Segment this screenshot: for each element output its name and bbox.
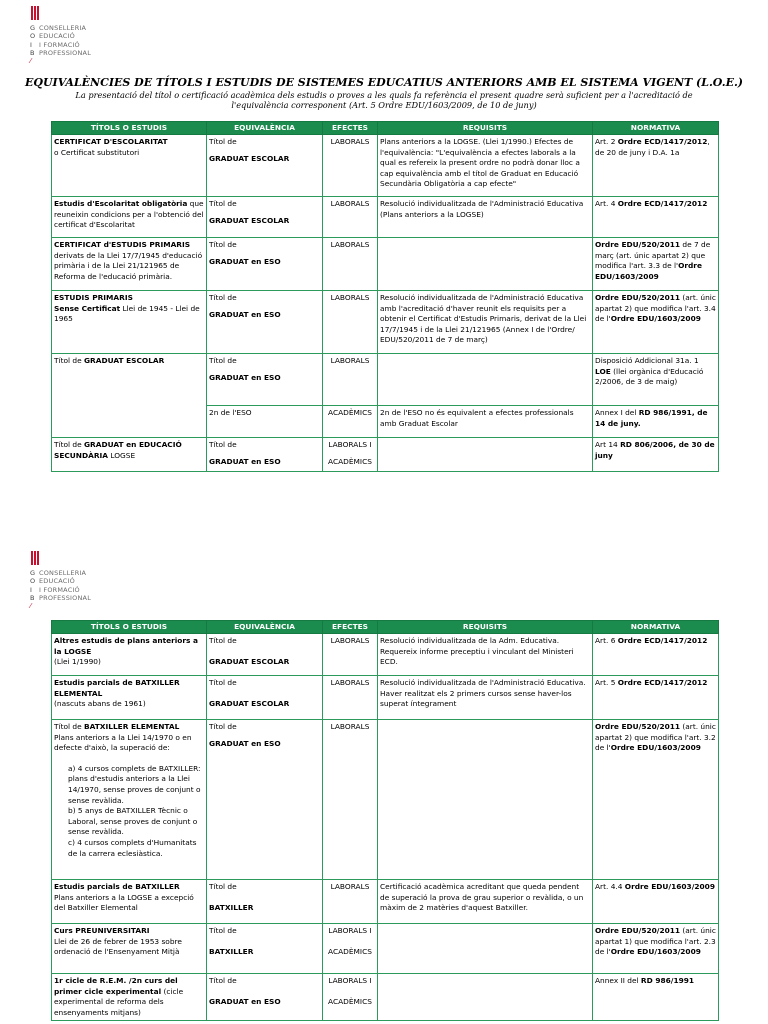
cell-normativa: Art. 5 Ordre ECD/1417/2012	[593, 676, 719, 720]
cell-normativa: Annex II del RD 986/1991	[593, 974, 719, 1021]
cell-titol: Curs PREUNIVERSITARI Llei de 26 de febrer de 1953 sobre ordenació de l'Ensenyament Mitjà	[52, 924, 207, 974]
cell-requisits: Resolució individualitzada de l'Administració Educativa. Haver realitzat els 2 primers cursos sense haver-los superat íntegrament	[378, 676, 593, 720]
equivalences-table-page-2	[51, 620, 719, 1021]
table-row	[52, 438, 719, 472]
table-row	[52, 197, 719, 238]
cell-requisits	[378, 438, 593, 472]
cell-normativa: Disposició Addicional 31a. 1 LOE (llei orgànica d'Educació 2/2006, de 3 de maig)	[593, 354, 719, 406]
cell-titol: Estudis d'Escolaritat obligatòria que reuneixin condicions per a l'obtenció del certificat d'Escolaritat	[52, 197, 207, 238]
list-item: c) 4 cursos complets d'Humanitats de la carrera eclesiàstica.	[68, 837, 197, 858]
cell-efectes: LABORALS I ACADÈMICS	[323, 438, 378, 472]
page-title: EQUIVALÈNCIES DE TÍTOLS I ESTUDIS DE SISTEMES EDUCATIUS ANTERIORS AMB EL SISTEMA VIGENT (L.O.E.)	[25, 76, 743, 89]
cell-equivalencia: Títol de GRADUAT ESCOLAR	[207, 676, 323, 720]
cell-titol: CERTIFICAT D'ESCOLARITAT o Certificat substitutori	[52, 135, 207, 197]
cell-titol: Estudis parcials de BATXILLER ELEMENTAL (nascuts abans de 1961)	[52, 676, 207, 720]
cell-equivalencia: Títol de BATXILLER	[207, 924, 323, 974]
table-row	[52, 924, 719, 974]
table-row	[52, 880, 719, 924]
cell-normativa: Art. 6 Ordre ECD/1417/2012	[593, 634, 719, 676]
crest-icon	[31, 6, 41, 20]
table-row	[52, 634, 719, 676]
slash-mark-icon: ⁄	[30, 601, 32, 610]
cell-efectes: LABORALS	[323, 880, 378, 924]
table-row	[52, 238, 719, 291]
list-item: a) 4 cursos complets de BATXILLER: plans d'estudis anteriors a la Llei 14/1970, sense proves de conjunt o sense revàlida.	[68, 763, 201, 805]
cell-equivalencia: Títol de GRADUAT en ESO	[207, 291, 323, 354]
column-header: EQUIVALÈNCIA	[207, 122, 323, 135]
cell-equivalencia: Títol de GRADUAT en ESO	[207, 974, 323, 1021]
org-header: G CONSELLERIA O EDUCACIÓ I I FORMACIÓ B PROFESSIONAL ⁄	[30, 6, 91, 65]
cell-efectes: LABORALS	[323, 634, 378, 676]
crest-icon	[31, 551, 41, 565]
table-row	[52, 354, 719, 406]
cell-requisits: 2n de l'ESO no és equivalent a efectes professionals amb Graduat Escolar	[378, 406, 593, 438]
cell-normativa: Annex I del RD 986/1991, de 14 de juny.	[593, 406, 719, 438]
slash-mark-icon: ⁄	[30, 56, 32, 65]
cell-efectes: LABORALS	[323, 197, 378, 238]
cell-equivalencia: 2n de l'ESO	[207, 406, 323, 438]
column-header: TÍTOLS O ESTUDIS	[52, 122, 207, 135]
cell-titol: Estudis parcials de BATXILLER Plans anteriors a la LOGSE a excepció del Batxiller Elemental	[52, 880, 207, 924]
column-header: EFECTES	[323, 621, 378, 634]
cell-equivalencia: Títol de GRADUAT en ESO	[207, 354, 323, 406]
cell-titol: Títol de GRADUAT ESCOLAR	[52, 354, 207, 438]
column-header: EFECTES	[323, 122, 378, 135]
cell-normativa: Art 14 RD 806/2006, de 30 de juny	[593, 438, 719, 472]
cell-titol: Títol de BATXILLER ELEMENTAL Plans anteriors a la Llei 14/1970 o en defecte d'això, la superació de: a) 4 cursos complets de BATXILLER: plans d'estudis anteriors a la Llei 14/1970, sense proves de conjunt o sense revàlida. b) 5 anys de BATXILLER Tècnic o Laboral, sense proves de conjunt o sense revàlida. c) 4 cursos complets d'Humanitats de la carrera eclesiàstica.	[52, 720, 207, 880]
cell-efectes: LABORALS	[323, 676, 378, 720]
column-header: NORMATIVA	[593, 621, 719, 634]
cell-equivalencia: Títol de GRADUAT en ESO	[207, 720, 323, 880]
cell-efectes: LABORALS I ACADÈMICS	[323, 974, 378, 1021]
column-header: TÍTOLS O ESTUDIS	[52, 621, 207, 634]
cell-requisits	[378, 974, 593, 1021]
cell-titol: CERTIFICAT d'ESTUDIS PRIMARIS derivats de la Llei 17/7/1945 d'educació primària i de la Llei 21/121965 de Reforma de l'educació primària.	[52, 238, 207, 291]
cell-efectes: LABORALS	[323, 135, 378, 197]
cell-equivalencia: Títol de GRADUAT ESCOLAR	[207, 634, 323, 676]
page-subtitle: La presentació del títol o certificació acadèmica dels estudis o proves a les quals fa referència el present quadre serà suficient per a l'acreditació de l'equivalència corresponent (Art. 5 Ordre EDU/1603/2009, de 10 de juny)	[75, 90, 693, 110]
cell-requisits: Resolució individualitzada de l'Administració Educativa amb l'acreditació d'haver reunit els requisits per a obtenir el Certificat d'Estudis Primaris, derivat de la Llei 17/7/1945 i de la Llei 21/121965 (Annex I de l'Ordre/ EDU/520/2011 de 7 de març)	[378, 291, 593, 354]
cell-efectes: LABORALS	[323, 238, 378, 291]
cell-requisits: Certificació acadèmica acreditant que queda pendent de superació la prova de grau superior o revàlida, o un màxim de 2 matèries d'aquest Batxiller.	[378, 880, 593, 924]
cell-efectes: LABORALS	[323, 291, 378, 354]
table-header-row	[52, 122, 719, 135]
cell-equivalencia: Títol de GRADUAT ESCOLAR	[207, 197, 323, 238]
cell-equivalencia: Títol de GRADUAT en ESO	[207, 438, 323, 472]
cell-equivalencia: Títol de GRADUAT ESCOLAR	[207, 135, 323, 197]
cell-equivalencia: Títol de BATXILLER	[207, 880, 323, 924]
cell-normativa: Art. 2 Ordre ECD/1417/2012, de 20 de juny i D.A. 1a	[593, 135, 719, 197]
org-header-page-2: G CONSELLERIA O EDUCACIÓ I I FORMACIÓ B PROFESSIONAL ⁄	[30, 551, 91, 610]
cell-titol: ESTUDIS PRIMARIS Sense Certificat Llei de 1945 - Llei de 1965	[52, 291, 207, 354]
cell-titol: Altres estudis de plans anteriors a la LOGSE (Llei 1/1990)	[52, 634, 207, 676]
cell-normativa: Ordre EDU/520/2011 (art. únic apartat 2) que modifica l'art. 3.4 de l'Ordre EDU/1603/2009	[593, 291, 719, 354]
cell-titol: Títol de GRADUAT en EDUCACIÓ SECUNDÀRIA LOGSE	[52, 438, 207, 472]
table-row	[52, 720, 719, 880]
column-header: REQUISITS	[378, 621, 593, 634]
column-header: NORMATIVA	[593, 122, 719, 135]
cell-requisits	[378, 720, 593, 880]
cell-equivalencia: Títol de GRADUAT en ESO	[207, 238, 323, 291]
cell-requisits: Resolució individualitzada de l'Administració Educativa (Plans anteriors a la LOGSE)	[378, 197, 593, 238]
cell-efectes: LABORALS	[323, 720, 378, 880]
column-header: REQUISITS	[378, 122, 593, 135]
cell-requisits: Resolució individualitzada de la Adm. Educativa. Requereix informe preceptiu i vinculant del Ministeri ECD.	[378, 634, 593, 676]
cell-normativa: Ordre EDU/520/2011 (art. únic apartat 2) que modifica l'art. 3.2 de l'Ordre EDU/1603/2009	[593, 720, 719, 880]
cell-normativa: Ordre EDU/520/2011 (art. únic apartat 1) que modifica l'art. 2.3 de l'Ordre EDU/1603/2009	[593, 924, 719, 974]
equivalences-table-page-1	[51, 121, 719, 472]
cell-titol: 1r cicle de R.E.M. /2n curs del primer cicle experimental (cicle experimental de reforma dels ensenyaments mitjans)	[52, 974, 207, 1021]
cell-efectes: LABORALS I ACADÈMICS	[323, 924, 378, 974]
column-header: EQUIVALÈNCIA	[207, 621, 323, 634]
cell-efectes: LABORALS	[323, 354, 378, 406]
table-row	[52, 135, 719, 197]
table-row	[52, 676, 719, 720]
table-row	[52, 291, 719, 354]
list-item: b) 5 anys de BATXILLER Tècnic o Laboral, sense proves de conjunt o sense revàlida.	[68, 806, 198, 837]
cell-efectes: ACADÈMICS	[323, 406, 378, 438]
cell-normativa: Art. 4 Ordre ECD/1417/2012	[593, 197, 719, 238]
cell-normativa: Art. 4.4 Ordre EDU/1603/2009	[593, 880, 719, 924]
cell-requisits	[378, 354, 593, 406]
table-row	[52, 974, 719, 1021]
cell-requisits	[378, 238, 593, 291]
cell-requisits: Plans anteriors a la LOGSE. (Llei 1/1990.) Efectes de l'equivalència: "L'equivalència a efectes laborals a la qual es refereix la present ordre no podrà donar lloc a cap equivalència amb el títol de Graduat en Educació Secundària Obligatòria a cap efecte"	[378, 135, 593, 197]
cell-normativa: Ordre EDU/520/2011 de 7 de març (art. únic apartat 2) que modifica l'art. 3.3 de l'Ordre EDU/1603/2009	[593, 238, 719, 291]
options-list	[54, 764, 204, 859]
cell-requisits	[378, 924, 593, 974]
table-header-row	[52, 621, 719, 634]
